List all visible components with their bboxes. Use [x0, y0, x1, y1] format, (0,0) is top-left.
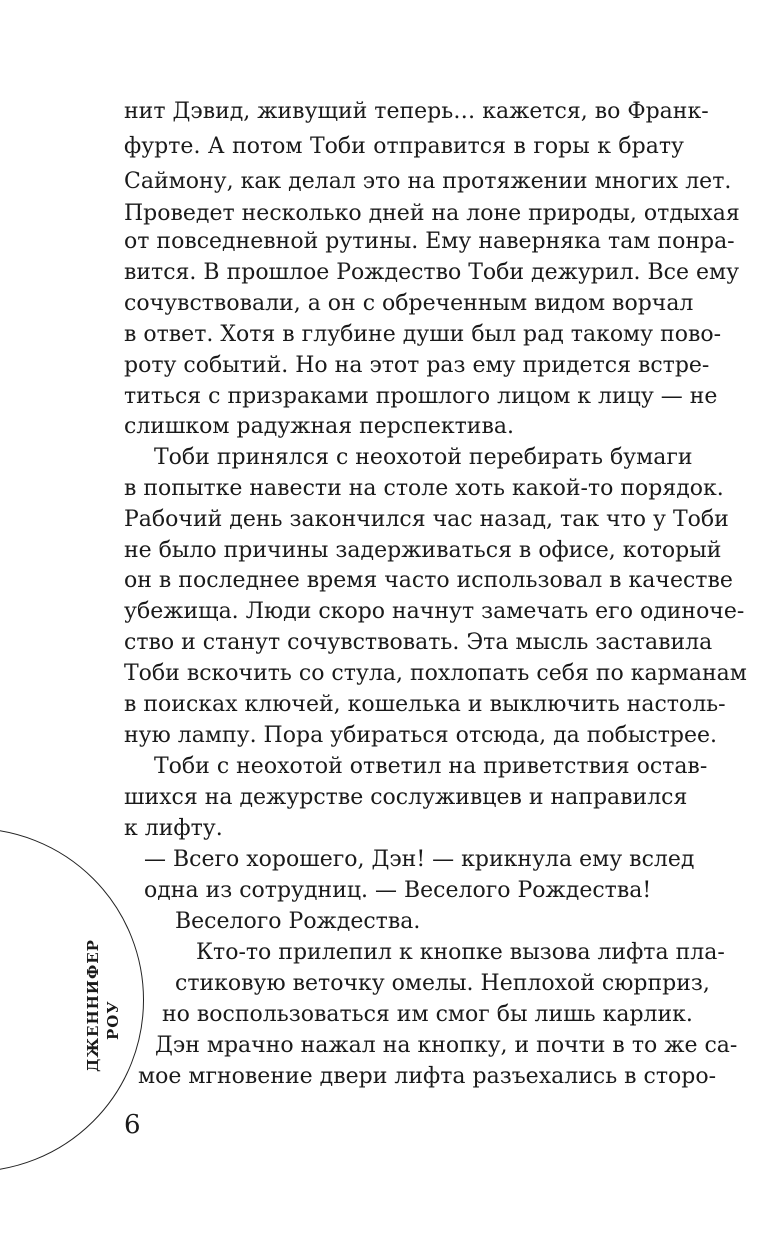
- text-line: Тоби с неохотой ответил на приветствия остав-: [154, 754, 708, 779]
- text-line: роту событий. Но на этот раз ему придется встре-: [124, 353, 710, 378]
- text-line: Саймону, как делал это на протяжении многих лет.: [124, 169, 732, 194]
- text-line: Рабочий день закончился час назад, так что у Тоби: [124, 507, 729, 532]
- text-line: Кто-то прилепил к кнопке вызова лифта пла-: [196, 940, 725, 965]
- text-line: Тоби принялся с неохотой перебирать бумаги: [154, 445, 693, 470]
- author-last-name: РОУ: [104, 1000, 122, 1040]
- text-line: шихся на дежурстве сослуживцев и направился: [124, 785, 688, 810]
- text-line: Дэн мрачно нажал на кнопку, и почти в то же са-: [155, 1033, 738, 1058]
- text-line: но воспользоваться им смог бы лишь карлик.: [162, 1002, 693, 1027]
- text-line: Тоби вскочить со стула, похлопать себя по карманам: [124, 661, 747, 686]
- text-line: слишком радужная перспектива.: [124, 414, 514, 439]
- text-line: не было причины задерживаться в офисе, который: [124, 538, 722, 563]
- text-line: Веселого Рождества.: [175, 909, 421, 934]
- text-line: сочувствовали, а он с обреченным видом ворчал: [124, 291, 694, 316]
- text-line: в поисках ключей, кошелька и выключить настоль-: [124, 692, 726, 717]
- text-line: к лифту.: [124, 816, 223, 841]
- text-line: в попытке навести на столе хоть какой-то порядок.: [124, 476, 724, 501]
- text-line: Проведет несколько дней на лоне природы, отдыхая: [124, 201, 740, 226]
- text-line: он в последнее время часто использовал в качестве: [124, 568, 733, 593]
- text-line: ство и станут сочувствовать. Эта мысль заставила: [124, 630, 713, 655]
- text-line: мое мгновение двери лифта разъехались в сторо-: [138, 1064, 717, 1089]
- text-line: ную лампу. Пора убираться отсюда, да побыстрее.: [124, 723, 718, 748]
- text-line: вится. В прошлое Рождество Тоби дежурил. Все ему: [124, 260, 740, 285]
- text-line: убежища. Люди скоро начнут замечать его одиноче-: [124, 599, 745, 624]
- text-line: стиковую веточку омелы. Неплохой сюрприз,: [175, 971, 710, 996]
- text-line: нит Дэвид, живущий теперь… кажется, во Франк-: [124, 99, 709, 124]
- text-line: от повседневной рутины. Ему наверняка там понра-: [124, 229, 735, 254]
- author-first-name: ДЖЕННИФЕР: [84, 939, 102, 1072]
- text-line: фурте. А потом Тоби отправится в горы к брату: [124, 134, 684, 159]
- text-line: одна из сотрудниц. — Веселого Рождества!: [144, 878, 652, 903]
- page-number: 6: [124, 1110, 141, 1140]
- text-line: титься с призраками прошлого лицом к лицу — не: [124, 384, 718, 409]
- text-line: — Всего хорошего, Дэн! — крикнула ему вслед: [144, 847, 695, 872]
- author-name: [62, 930, 122, 1080]
- text-line: в ответ. Хотя в глубине души был рад такому пово-: [124, 322, 722, 347]
